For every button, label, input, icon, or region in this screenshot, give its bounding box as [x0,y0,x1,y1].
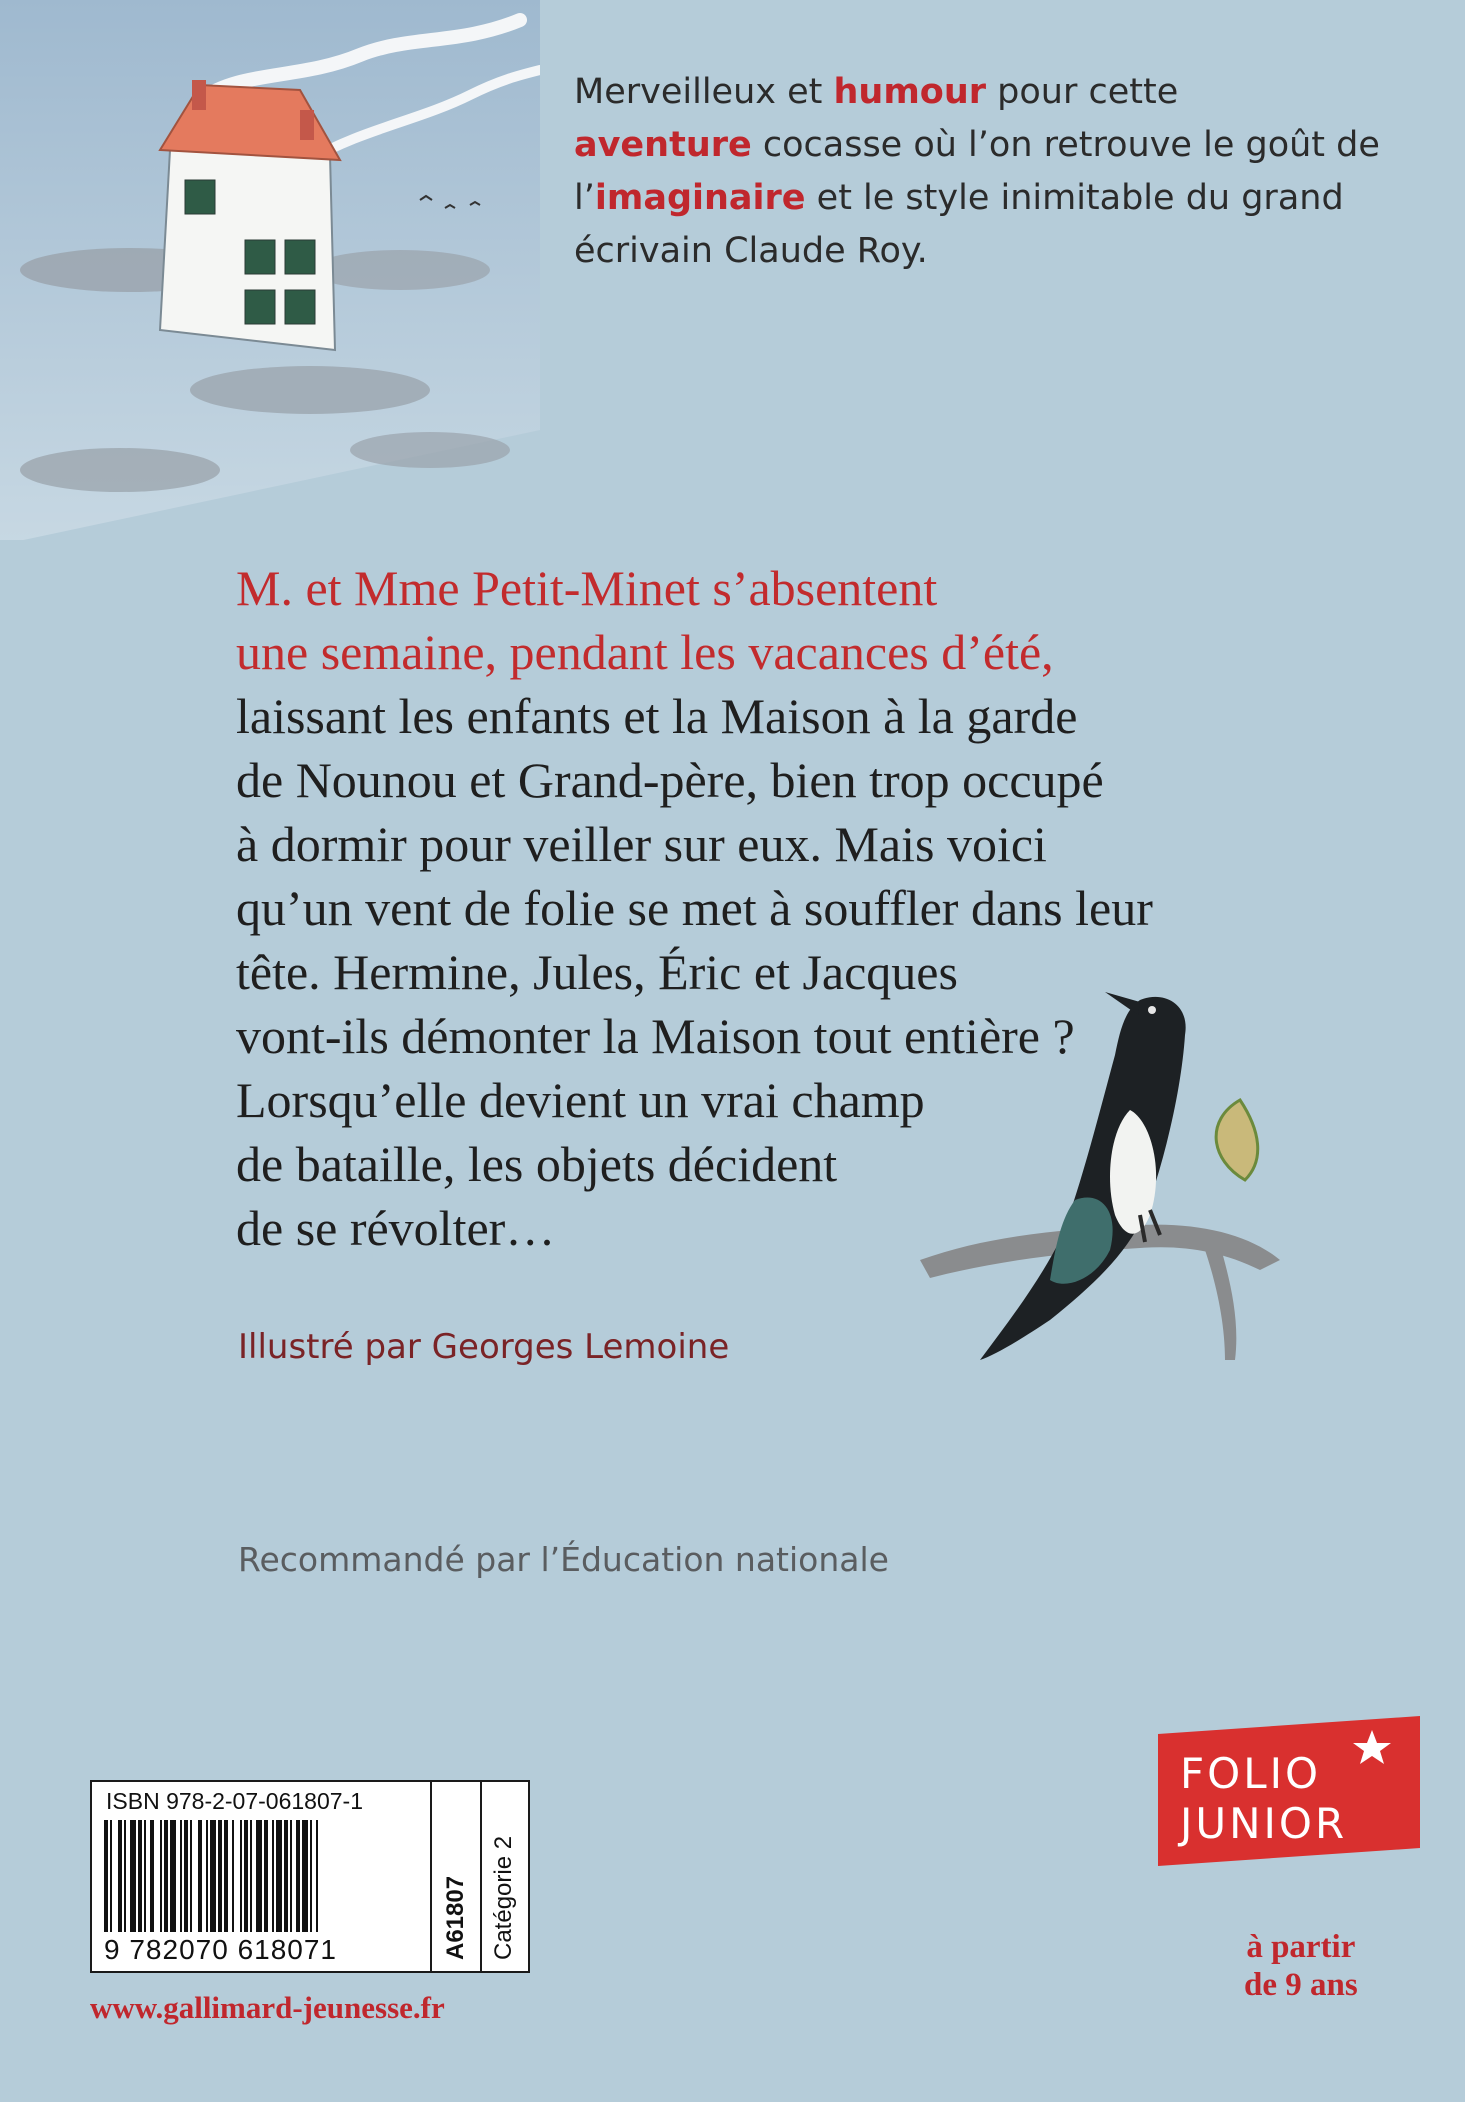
folio-junior-logo [1158,1716,1420,1866]
barcode-bar [198,1820,202,1932]
synopsis-red-line: une semaine, pendant les vacances d’été, [236,624,1054,680]
barcode-divider [430,1782,432,1972]
barcode-bar [210,1820,216,1932]
barcode-bar [284,1820,288,1932]
illustrator-credit: Illustré par Georges Lemoine [238,1327,730,1367]
tagline-part: et le style inimitable du grand écrivain Claude Roy. [574,178,1344,271]
barcode-bar [290,1820,292,1932]
tagline-keyword: humour [833,72,987,112]
barcode-bar [272,1820,274,1932]
barcode-bar [170,1820,176,1932]
barcode-bar [250,1820,252,1932]
barcode-bar [118,1820,122,1932]
barcode-bar [160,1820,162,1932]
synopsis-line: qu’un vent de folie se met à souffler dans leur [236,880,1153,936]
barcode-bar [180,1820,182,1932]
logo-line2: JUNIOR [1180,1799,1348,1848]
synopsis-line: laissant les enfants et la Maison à la garde [236,688,1078,744]
barcode-bar [190,1820,192,1932]
tagline-part: cocasse où l’on retrouve le goût de l’ [574,125,1380,218]
flying-house-illustration [0,0,540,540]
recommendation-note: Recommandé par l’Éducation nationale [238,1540,889,1579]
synopsis-line: de Nounou et Grand-père, bien trop occupé [236,752,1104,808]
category-label: Catégorie 2 [490,1835,517,1960]
age-range [1244,1928,1358,2004]
synopsis-red-line: M. et Mme Petit-Minet s’absentent [236,560,938,616]
synopsis-line: tête. Hermine, Jules, Éric et Jacques [236,944,958,1000]
barcode-bar [302,1820,308,1932]
barcode-bar [138,1820,142,1932]
barcode-bar [240,1820,242,1932]
age-line: de 9 ans [1244,1967,1358,2003]
tagline-keyword: imaginaire [594,178,806,218]
barcode-bar [144,1820,146,1932]
product-code: A61807 [442,1875,469,1960]
barcode-bar [124,1820,126,1932]
tagline-part: Merveilleux et [574,72,834,112]
barcode-bar [110,1820,112,1932]
barcode-bar [296,1820,300,1932]
barcode-bar [310,1820,312,1932]
synopsis-line: de se révolter… [236,1200,556,1256]
tagline-part: pour cette [986,72,1179,112]
logo-line1: FOLIO [1180,1749,1322,1798]
synopsis-line: Lorsqu’elle devient un vrai champ [236,1072,925,1128]
barcode-bar [130,1820,136,1932]
barcode-bar [184,1820,188,1932]
publisher-website: www.gallimard-jeunesse.fr [90,1990,445,2025]
magpie-illustration [900,960,1300,1380]
barcode-bar [104,1820,108,1932]
barcode-block [90,1780,530,1973]
barcode-bar [164,1820,168,1932]
synopsis-line: à dormir pour veiller sur eux. Mais voici [236,816,1047,872]
isbn-label: ISBN 978-2-07-061807-1 [106,1788,363,1814]
barcode-divider [480,1782,482,1972]
barcode-bar [218,1820,222,1932]
barcode-bar [256,1820,262,1932]
barcode-bar [244,1820,248,1932]
barcode-bar [276,1820,282,1932]
barcode-graphic [104,1820,422,1932]
barcode-digits: 9 782070 618071 [104,1934,337,1965]
tagline-keyword: aventure [574,125,752,165]
barcode-bar [316,1820,318,1932]
barcode-bar [264,1820,268,1932]
synopsis-line: de bataille, les objets décident [236,1136,838,1192]
barcode-bar [232,1820,234,1932]
barcode-bar [206,1820,208,1932]
barcode-bar [150,1820,154,1932]
age-line: à partir [1246,1929,1356,1965]
tagline [574,66,1434,278]
synopsis-line: vont-ils démonter la Maison tout entière ? [236,1008,1075,1064]
barcode-bar [224,1820,228,1932]
